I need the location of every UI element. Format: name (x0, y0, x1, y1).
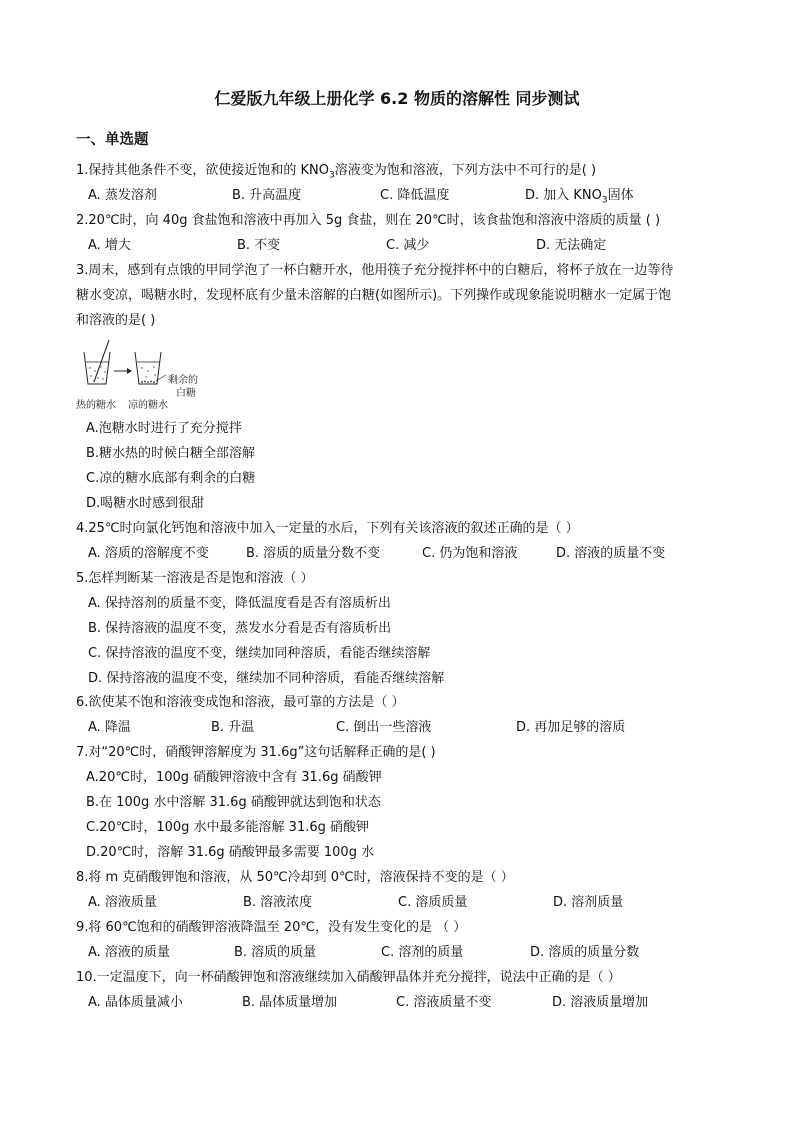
question-1-option-d[interactable]: D. 加入 $KNO_3$固体 (525, 188, 634, 206)
question-2-option-a[interactable]: A. 增大 (88, 238, 131, 253)
question-10-option-a[interactable]: A. 晶体质量减小 (88, 995, 183, 1010)
page-title: 仁爱版九年级上册化学 6.2 物质的溶解性 同步测试 (214, 89, 580, 108)
cool-cup-outline (135, 352, 161, 384)
question-2-option-b[interactable]: B. 不变 (237, 238, 281, 253)
question-2-stem: 2.20℃时，向 40g 食盐饱和溶液中再加入 5g 食盐，则在 20℃时，该食盐饱和溶液中溶质的质量 ( ) (76, 213, 661, 228)
question-5-option-b[interactable]: B. 保持溶液的温度不变，蒸发水分看是否有溶质析出 (88, 621, 392, 636)
question-7-stem: 7.对“20℃时，硝酸钾溶解度为 31.6g”这句话解释正确的是( ) (76, 745, 436, 760)
question-3-option-a[interactable]: A.泡糖水时进行了充分搅拌 (86, 421, 242, 436)
figure-label-leftover-1: 剩余的 (168, 375, 198, 386)
question-4-stem: 4.25℃时向氯化钙饱和溶液中加入一定量的水后，下列有关该溶液的叙述正确的是（ ） (76, 521, 579, 536)
hot-water-dots (89, 366, 105, 381)
question-2-option-c[interactable]: C. 减少 (386, 238, 430, 253)
question-9-option-c[interactable]: C. 溶剂的质量 (381, 945, 464, 960)
question-8-stem: 8.将 m 克硝酸钾饱和溶液，从 50℃冷却到 0℃时，溶液保持不变的是（ ） (76, 870, 514, 885)
hot-cup-outline (84, 352, 110, 384)
question-10-option-c[interactable]: C. 溶液质量不变 (396, 995, 492, 1010)
question-1-option-a[interactable]: A. 蒸发溶剂 (88, 188, 157, 203)
question-1-option-c[interactable]: C. 降低温度 (380, 188, 450, 203)
question-4-option-b[interactable]: B. 溶质的质量分数不变 (246, 546, 381, 561)
question-7-option-a[interactable]: A.20℃时，100g 硝酸钾溶液中含有 31.6g 硝酸钾 (86, 770, 382, 785)
question-3-option-d[interactable]: D.喝糖水时感到很甜 (86, 496, 205, 511)
question-3-option-c[interactable]: C.凉的糖水底部有剩余的白糖 (86, 471, 256, 486)
question-10-option-b[interactable]: B. 晶体质量增加 (242, 995, 338, 1010)
leftover-sugar (141, 381, 155, 383)
question-4-option-a[interactable]: A. 溶质的溶解度不变 (88, 546, 209, 561)
figure-label-hot: 热的糖水 (76, 400, 116, 411)
figure-label-cool: 凉的糖水 (128, 400, 168, 411)
question-5-option-a[interactable]: A. 保持溶剂的质量不变，降低温度看是否有溶质析出 (88, 596, 391, 611)
question-1-stem: 1.保持其他条件不变，欲使接近饱和的 $KNO_3$溶液变为饱和溶液，下列方法中不可行的是( ) (76, 163, 597, 181)
question-10-option-d[interactable]: D. 溶液质量增加 (552, 995, 649, 1010)
question-8-option-b[interactable]: B. 溶液浓度 (243, 895, 313, 910)
question-3-stem-line-1: 3.周末，感到有点饿的甲同学泡了一杯白糖开水，他用筷子充分搅拌杯中的白糖后，将杯子放在一边等待 (76, 263, 674, 278)
question-6-option-c[interactable]: C. 倒出一些溶液 (336, 720, 432, 735)
question-10-stem: 10.一定温度下，向一杯硝酸钾饱和溶液继续加入硝酸钾晶体并充分搅拌，说法中正确的是（ ） (76, 970, 621, 985)
question-6-stem: 6.欲使某不饱和溶液变成饱和溶液，最可靠的方法是（ ） (76, 695, 405, 710)
question-3-stem-line-3: 和溶液的是( ) (76, 313, 156, 328)
question-5-option-c[interactable]: C. 保持溶液的温度不变，继续加同种溶质，看能否继续溶解 (88, 646, 431, 661)
question-5-stem: 5.怎样判断某一溶液是否是饱和溶液（ ） (76, 571, 314, 586)
question-9-option-b[interactable]: B. 溶质的质量 (234, 945, 317, 960)
question-9-stem: 9.将 60℃饱和的硝酸钾溶液降温至 20℃，没有发生变化的是 （ ） (76, 920, 467, 935)
question-6-option-a[interactable]: A. 降温 (88, 720, 131, 735)
question-1-option-b[interactable]: B. 升高温度 (232, 188, 302, 203)
question-8-option-c[interactable]: C. 溶质质量 (398, 895, 468, 910)
question-3-stem-line-2: 糖水变凉，喝糖水时，发现杯底有少量未溶解的白糖(如图所示)。下列操作或现象能说明糖水一定属于饱 (76, 288, 672, 303)
question-7-option-b[interactable]: B.在 100g 水中溶解 31.6g 硝酸钾就达到饱和状态 (86, 795, 381, 810)
question-7-option-c[interactable]: C.20℃时，100g 水中最多能溶解 31.6g 硝酸钾 (86, 820, 370, 835)
question-4-option-d[interactable]: D. 溶液的质量不变 (556, 546, 666, 561)
question-8-option-d[interactable]: D. 溶剂质量 (553, 895, 624, 910)
question-6-option-b[interactable]: B. 升温 (211, 720, 255, 735)
question-3-figure (76, 338, 208, 410)
question-3-option-b[interactable]: B.糖水热的时候白糖全部溶解 (86, 446, 256, 461)
question-6-option-d[interactable]: D. 再加足够的溶质 (516, 720, 626, 735)
question-2-option-d[interactable]: D. 无法确定 (536, 238, 607, 253)
arrow-head (127, 368, 132, 374)
figure-label-leftover-2: 白糖 (176, 388, 196, 399)
question-9-option-d[interactable]: D. 溶质的质量分数 (530, 945, 640, 960)
question-4-option-c[interactable]: C. 仍为饱和溶液 (422, 546, 518, 561)
question-9-option-a[interactable]: A. 溶液的质量 (88, 945, 170, 960)
question-8-option-a[interactable]: A. 溶液质量 (88, 895, 157, 910)
question-5-option-d[interactable]: D. 保持溶液的温度不变，继续加不同种溶质，看能否继续溶解 (88, 671, 445, 686)
question-7-option-d[interactable]: D.20℃时，溶解 31.6g 硝酸钾最多需要 100g 水 (86, 845, 375, 860)
cool-water-dots (141, 366, 155, 377)
section-heading: 一、单选题 (76, 132, 149, 148)
